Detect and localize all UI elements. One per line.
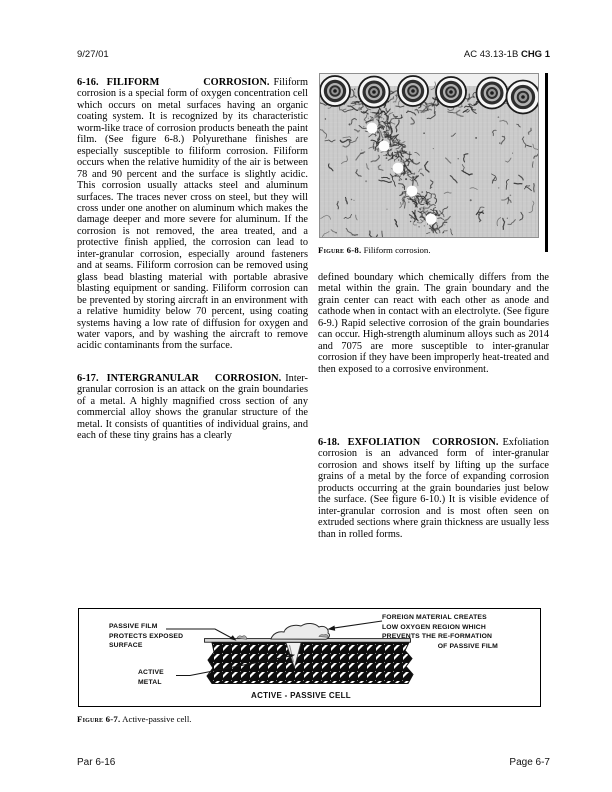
section-6-17-body-right: defined boundary which chemically differs from the metal within the grain. The grain boundary and the grain center can react with each other as anode and cathode when in contact with an electrolyte. (See figure 6-9.) Rapid selective corrosion of the grain boundaries can occur. High-strength aluminum alloys such as 2014 and 7075 are more susceptible to inter-granular corrosion if they have been improperly heat-treated and then exposed to a corrosive environment. — [318, 272, 549, 375]
figure-6-7-caption-label: Figure 6-7. — [77, 714, 121, 724]
figure-6-8-caption-label: Figure 6-8. — [318, 245, 362, 255]
label-passive-film: PASSIVE FILM PROTECTS EXPOSED SURFACE — [109, 623, 184, 650]
section-6-16-title: FILIFORM CORROSION. — [106, 77, 270, 88]
leader-foreign-material — [332, 621, 382, 628]
section-6-18-body: Exfoliation corrosion is an advanced form of inter-granular corrosion and shows itself by lifting up the surface grains of a metal by the force of expanding corrosion products occurring at the grain boundaries just below the surface. (See figure 6-10.) It is visible evidence of inter-granular corrosion and is most often seen on extruded sections where grain thickness are usually less than in rolled forms. — [318, 437, 549, 540]
revision-change-bar — [545, 73, 548, 252]
section-6-17-title: INTERGRANULAR CORROSION. — [106, 372, 282, 384]
footer-paragraph-ref: Par 6-16 — [77, 757, 116, 768]
label-active-metal: ACTIVE METAL — [138, 669, 164, 686]
filiform-corrosion-image — [320, 74, 538, 237]
section-6-17-number: 6-17. — [77, 372, 99, 384]
section-6-16-body: Filiform corrosion is a special form of oxygen concentration cell which occurs on metal surfaces having an organic coating system. It is recognized by its characteristic worm-like trace of corrosion products beneath the paint film. (See figure 6-8.) Polyurethane finishes are especially susceptible to filiform corrosion. Filiform occurs when the relative humidity of the air is between 78 and 90 percent and the surface is slightly acidic. This corrosion usually attacks steel and aluminum surfaces. The traces never cross on steel, but they will cross under one another on aluminum which makes the damage deeper and more severe for aluminum. If the corrosion is not removed, the area treated, and a protective finish applied, the corrosion can lead to inter-granular corrosion, especially around fasteners and at seams. Filiform corrosion can be removed using glass bead blasting material with portable abrasive blasting equipment or sanding. Filiform corrosion can be prevented by storing aircraft in an environment with a relative humidity below 70 percent, using coating systems having a low rate of diffusion for oxygen and water vapors, and by washing the aircraft to remove acidic contaminants from the surface. — [77, 77, 308, 352]
section-6-17-paragraph — [77, 373, 308, 442]
section-6-18-number: 6-18. — [318, 437, 340, 448]
arrowhead-foreign-material — [328, 626, 336, 631]
debris-right — [319, 634, 328, 637]
figure-6-8-caption-text: Filiform corrosion. — [363, 245, 431, 255]
header-doc-id — [318, 49, 550, 60]
header-date: 9/27/01 — [77, 49, 109, 60]
figure-6-8-photo — [319, 73, 539, 238]
label-foreign-material: FOREIGN MATERIAL CREATES LOW OXYGEN REGION WHICH PREVENTS THE RE-FORMATION OF PASSIVE FILM — [382, 614, 498, 650]
footer-page-number: Page 6-7 — [509, 757, 550, 768]
figure-6-8-caption — [318, 245, 550, 255]
figure-6-7-diagram — [78, 608, 541, 707]
right-column-6-18 — [318, 437, 549, 540]
figure-6-7-caption — [77, 714, 537, 724]
header-change-tag: CHG 1 — [520, 49, 550, 60]
figure-6-7-caption-text: Active-passive cell. — [122, 714, 192, 724]
section-6-18-paragraph — [318, 437, 549, 540]
label-active-passive-cell: ACTIVE - PASSIVE CELL — [251, 691, 351, 700]
section-6-18-title: EXFOLIATION CORROSION. — [347, 437, 499, 448]
section-6-16-paragraph — [77, 77, 308, 352]
left-column — [77, 77, 308, 442]
section-6-16-number: 6-16. — [77, 77, 99, 88]
right-column-6-17-continuation — [318, 272, 549, 375]
header-doc-number: AC 43.13-1B — [463, 49, 521, 60]
section-6-17-body-left: Inter-granular corrosion is an attack on the grain boundaries of a metal. A highly magnified cross section of any commercial alloy shows the granular structure of the metal. It consists of quantities of individual grains, and each of these tiny grains has a clearly — [77, 372, 308, 442]
